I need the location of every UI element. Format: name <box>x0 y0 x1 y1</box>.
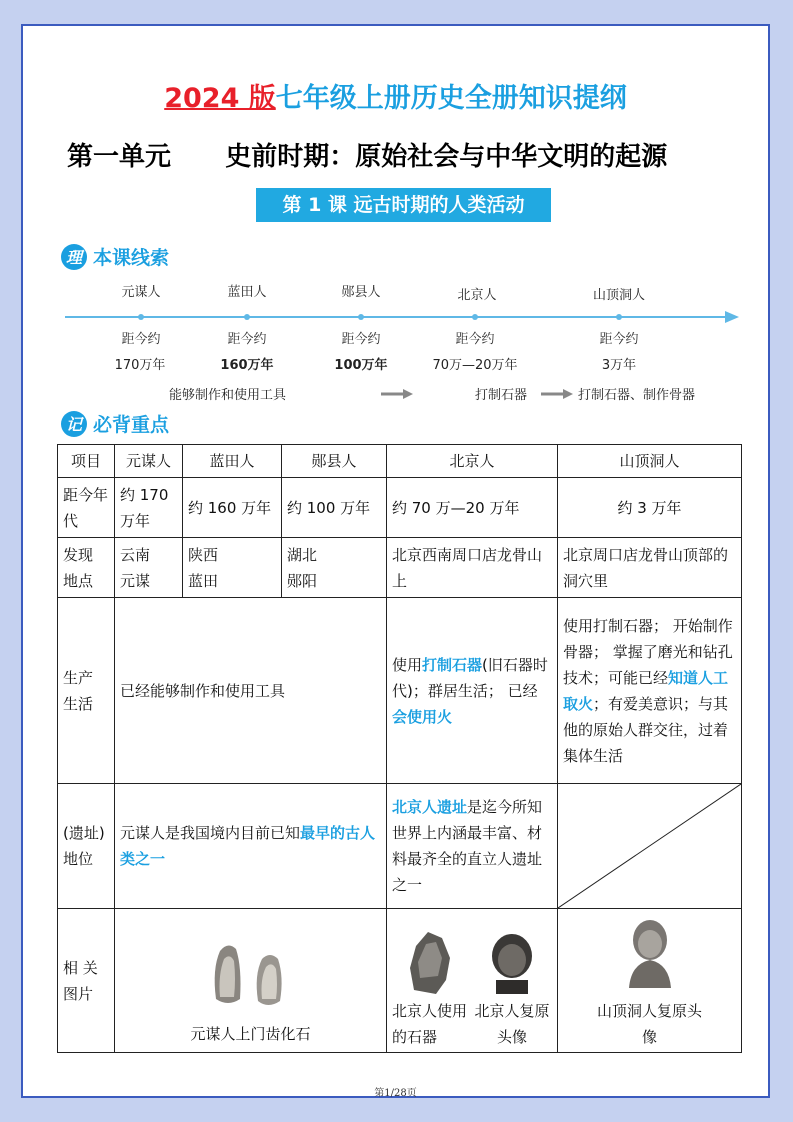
timeline-name-yuanmou: 元谋人 <box>121 285 161 300</box>
picture-caption: 北京人复原头像 <box>474 1002 550 1046</box>
shandingdong-man-head-image <box>615 914 685 990</box>
empty-diagonal-cell <box>558 784 742 909</box>
timeline-heading-text: 本课线索 <box>93 247 170 269</box>
timeline-time-shanding: 3万年 <box>601 358 637 373</box>
table-cell <box>183 538 282 598</box>
document-page <box>21 24 770 1098</box>
timeline-dist-lantian: 距今约 <box>227 332 267 347</box>
row-label <box>58 909 115 1053</box>
table-cell: 北京西南周口店龙骨山上 <box>387 538 558 598</box>
row-label-line: 地位 <box>63 850 94 868</box>
cell-line: 陕西 <box>188 545 219 564</box>
document-title <box>23 76 768 115</box>
title-year: 2024 版 <box>164 83 276 114</box>
tools-stage-3: 打制石器、制作骨器 <box>578 388 696 403</box>
row-label-line: 图片 <box>63 984 94 1003</box>
highlight-text: 最早的古人类之一 <box>120 824 376 868</box>
table-row-pictures <box>58 909 742 1053</box>
table-cell: 约 100 万年 <box>282 478 387 538</box>
cell-line: 云南 <box>120 545 151 564</box>
title-text: 七年级上册历史全册知识提纲 <box>275 83 627 114</box>
table-cell <box>282 538 387 598</box>
tooth-fossil-image <box>206 939 296 1009</box>
tools-stage-2: 打制石器 <box>475 388 528 403</box>
picture-caption: 山顶洞人复原头像 <box>596 1002 702 1046</box>
diagonal-line <box>558 784 741 908</box>
table-row-life <box>58 598 742 784</box>
table-cell: 北京周口店龙骨山顶部的洞穴里 <box>558 538 742 598</box>
table-cell: 约 170 万年 <box>115 478 183 538</box>
row-label-line: (遗址) <box>63 824 105 842</box>
timeline-time-lantian: 160万年 <box>220 358 274 373</box>
cell-text: 使用 <box>392 655 423 674</box>
table-row-place <box>58 538 742 598</box>
key-points-heading <box>61 410 169 437</box>
cell-line: 郧阳 <box>287 571 318 590</box>
row-label <box>58 598 115 784</box>
timeline-name-shanding: 山顶洞人 <box>592 288 645 303</box>
table-cell <box>558 909 742 1053</box>
row-label <box>58 784 115 909</box>
key-points-heading-text: 必背重点 <box>93 414 170 436</box>
timeline-heading <box>61 243 169 270</box>
cell-line: 蓝田 <box>188 571 219 590</box>
cell-line: 元谋 <box>120 571 151 590</box>
table-cell <box>115 784 387 909</box>
cell-text: 使用打制石器； 开始制作骨器； 掌握了磨光和钻孔技术；可能已经 <box>563 616 733 687</box>
table-cell: 约 3 万年 <box>558 478 742 538</box>
highlight-text: 知道人工取火 <box>563 668 729 713</box>
table-cell: 已经能够制作和使用工具 <box>115 598 387 784</box>
header-cell: 项目 <box>58 445 115 478</box>
cell-text: 元谋人是我国境内目前已知 <box>120 824 301 842</box>
timeline-axis <box>63 309 743 325</box>
timeline-dist-yunxian: 距今约 <box>341 332 381 347</box>
timeline-time-beijing: 70万—20万年 <box>432 358 518 373</box>
cell-text: ；有爱美意识；与其他的原始人群交往，过着集体生活 <box>563 694 729 765</box>
timeline-name-lantian: 蓝田人 <box>227 285 267 300</box>
cell-line: 湖北 <box>287 545 318 564</box>
timeline-time-yunxian: 100万年 <box>334 358 388 373</box>
header-cell: 蓝田人 <box>183 445 282 478</box>
highlight-text: 会使用火 <box>392 707 453 726</box>
unit-title: 第一单元 史前时期：原始社会与中华文明的起源 <box>67 142 668 172</box>
row-label <box>58 538 115 598</box>
row-label-line: 发现 <box>63 545 94 564</box>
table-cell <box>558 598 742 784</box>
table-row-era <box>58 478 742 538</box>
arrow-right-icon <box>541 388 575 400</box>
stone-tool-image <box>402 928 462 998</box>
table-cell <box>115 909 387 1053</box>
row-label-line: 生产 <box>63 668 94 687</box>
highlight-text: 北京人遗址 <box>392 798 468 816</box>
table-cell <box>115 538 183 598</box>
highlight-text: 打制石器 <box>422 655 483 674</box>
arrow-right-icon <box>381 388 415 400</box>
picture-caption: 北京人使用的石器 <box>392 1002 468 1046</box>
beijing-man-head-image <box>482 928 542 998</box>
table-cell <box>387 909 558 1053</box>
row-label-line: 相 关 <box>63 958 98 977</box>
cell-text: 是迄今所知世界上内涵最丰富、材料最齐全的直立人遗址之一 <box>392 798 543 894</box>
header-cell: 山顶洞人 <box>558 445 742 478</box>
timeline-name-beijing: 北京人 <box>457 288 497 303</box>
row-label-line: 生活 <box>63 694 94 713</box>
picture-caption: 元谋人上门齿化石 <box>190 1025 311 1043</box>
li-badge-icon: 理 <box>61 244 87 270</box>
timeline-dist-yuanmou: 距今约 <box>121 332 161 347</box>
header-cell: 北京人 <box>387 445 558 478</box>
timeline-dist-shanding: 距今约 <box>599 332 639 347</box>
table-cell: 约 70 万—20 万年 <box>387 478 558 538</box>
table-cell <box>387 784 558 909</box>
header-cell: 郧县人 <box>282 445 387 478</box>
tools-stage-1: 能够制作和使用工具 <box>169 388 287 403</box>
header-cell: 元谋人 <box>115 445 183 478</box>
key-points-table <box>57 444 742 1053</box>
timeline-time-yuanmou: 170万年 <box>114 358 166 373</box>
row-label: 距今年代 <box>58 478 115 538</box>
ji-badge-icon: 记 <box>61 411 87 437</box>
row-label-line: 地点 <box>63 571 94 590</box>
table-cell: 约 160 万年 <box>183 478 282 538</box>
page-number: 第1/28页 <box>374 1088 417 1099</box>
timeline-dist-beijing: 距今约 <box>455 332 495 347</box>
cell-text: (旧石器时代)；群居生活； 已经 <box>392 655 548 700</box>
timeline-name-yunxian: 郧县人 <box>341 285 381 300</box>
table-header-row <box>58 445 742 478</box>
lesson-title: 第 1 课 远古时期的人类活动 <box>256 188 551 222</box>
table-row-status <box>58 784 742 909</box>
table-cell <box>387 598 558 784</box>
